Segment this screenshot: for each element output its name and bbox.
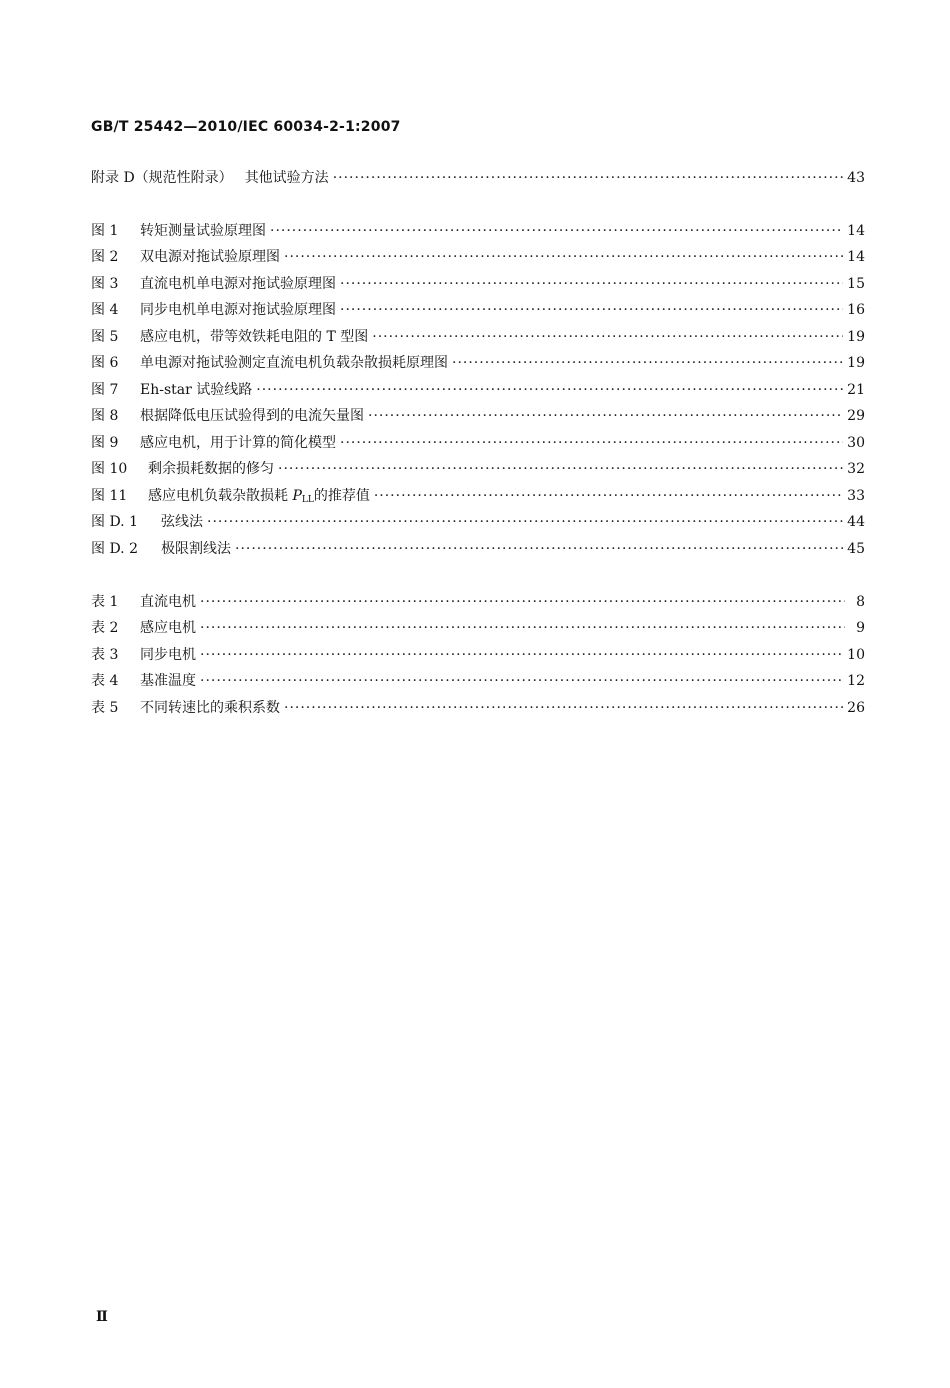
page-number: 14 [847, 249, 865, 265]
dot-leader [368, 408, 843, 424]
dot-leader [340, 276, 843, 292]
toc-entry-appendix-d[interactable] [91, 167, 865, 187]
toc-entry-table-1[interactable] [91, 591, 865, 611]
dot-leader [340, 302, 843, 318]
toc-entry-figure-1[interactable] [91, 220, 865, 240]
page-number: 15 [847, 276, 865, 292]
dot-leader [200, 620, 845, 636]
figure-title: 双电源对拖试验原理图 [140, 249, 280, 265]
table-number: 表 4 [91, 673, 119, 689]
toc-entry-figure-6[interactable] [91, 352, 865, 372]
table-number: 表 5 [91, 700, 119, 716]
document-header: GB/T 25442—2010/IEC 60034-2-1:2007 [91, 119, 401, 135]
figure-number: 图 11 [91, 488, 128, 504]
figure-number: 图 5 [91, 329, 119, 345]
figure-title: 剩余损耗数据的修匀 [148, 461, 274, 477]
figure-title: 转矩测量试验原理图 [140, 223, 266, 239]
figure-number: 图 10 [91, 461, 128, 477]
page-number: 16 [847, 302, 865, 318]
page-number: 21 [847, 382, 865, 398]
figure-title-text: 感应电机负载杂散损耗 [148, 488, 293, 504]
figure-title: Eh-star 试验线路 [140, 382, 253, 398]
page-number-footer: Ⅱ [96, 1309, 108, 1325]
appendix-label: 附录 D（规范性附录） [91, 170, 233, 186]
dot-leader [207, 514, 843, 530]
figure-title [148, 485, 370, 505]
figure-number: 图 3 [91, 276, 119, 292]
table-title: 直流电机 [140, 594, 196, 610]
toc-entry-figure-2[interactable] [91, 246, 865, 266]
page-number: 10 [847, 647, 865, 663]
table-number: 表 1 [91, 594, 119, 610]
loss-symbol: P [292, 488, 302, 504]
toc-entry-table-5[interactable] [91, 697, 865, 717]
dot-leader [284, 700, 843, 716]
toc-entry-figure-5[interactable] [91, 326, 865, 346]
loss-subscript: LL [301, 495, 314, 505]
toc-entry-figure-8[interactable] [91, 405, 865, 425]
page-number: 44 [847, 514, 865, 530]
toc-entry-figure-3[interactable] [91, 273, 865, 293]
dot-leader [333, 170, 843, 186]
toc-entry-figure-10[interactable] [91, 458, 865, 478]
toc-entry-table-3[interactable] [91, 644, 865, 664]
figure-number: 图 9 [91, 435, 119, 451]
figure-title: 感应电机，带等效铁耗电阻的 T 型图 [140, 329, 369, 345]
page-number: 19 [847, 329, 865, 345]
dot-leader [278, 461, 843, 477]
figure-title: 极限割线法 [161, 541, 231, 557]
toc-entry-figure-7[interactable] [91, 379, 865, 399]
dot-leader [374, 488, 843, 504]
figure-title: 单电源对拖试验测定直流电机负载杂散损耗原理图 [140, 355, 448, 371]
figure-number: 图 D. 1 [91, 514, 138, 530]
page-number: 32 [847, 461, 865, 477]
dot-leader [452, 355, 843, 371]
figure-number: 图 8 [91, 408, 119, 424]
figure-number: 图 1 [91, 223, 119, 239]
table-title: 感应电机 [140, 620, 196, 636]
page-number: 26 [847, 700, 865, 716]
page-number: 45 [847, 541, 865, 557]
toc-entry-table-4[interactable] [91, 670, 865, 690]
dot-leader [256, 382, 843, 398]
toc-entry-figure-d1[interactable] [91, 511, 865, 531]
figure-number: 图 2 [91, 249, 119, 265]
figure-title-suffix: 的推荐值 [313, 488, 370, 504]
table-title: 同步电机 [140, 647, 196, 663]
page-number: 14 [847, 223, 865, 239]
figure-number: 图 D. 2 [91, 541, 138, 557]
dot-leader [340, 435, 843, 451]
page-number: 8 [856, 594, 865, 610]
table-number: 表 2 [91, 620, 119, 636]
figure-number: 图 4 [91, 302, 119, 318]
figure-title: 根据降低电压试验得到的电流矢量图 [140, 408, 364, 424]
page-number: 33 [847, 488, 865, 504]
dot-leader [235, 541, 843, 557]
figure-number: 图 7 [91, 382, 119, 398]
page-number: 29 [847, 408, 865, 424]
toc-entry-figure-d2[interactable] [91, 538, 865, 558]
page-number: 12 [847, 673, 865, 689]
page-number: 30 [847, 435, 865, 451]
dot-leader [200, 673, 843, 689]
appendix-title: 其他试验方法 [244, 170, 329, 186]
page-number: 9 [856, 620, 865, 636]
dot-leader [200, 647, 843, 663]
toc-entry-figure-11[interactable] [91, 485, 865, 505]
figure-title: 同步电机单电源对拖试验原理图 [140, 302, 336, 318]
dot-leader [372, 329, 843, 345]
toc-entry-table-2[interactable] [91, 617, 865, 637]
dot-leader [284, 249, 843, 265]
table-title: 基准温度 [140, 673, 196, 689]
toc-entry-figure-9[interactable] [91, 432, 865, 452]
figure-title: 直流电机单电源对拖试验原理图 [140, 276, 336, 292]
figure-number: 图 6 [91, 355, 119, 371]
figure-title: 感应电机，用于计算的简化模型 [140, 435, 336, 451]
dot-leader [200, 594, 845, 610]
table-title: 不同转速比的乘积系数 [140, 700, 280, 716]
page-number: 19 [847, 355, 865, 371]
table-number: 表 3 [91, 647, 119, 663]
figure-title: 弦线法 [161, 514, 203, 530]
page-number: 43 [847, 170, 865, 186]
dot-leader [270, 223, 843, 239]
toc-entry-figure-4[interactable] [91, 299, 865, 319]
